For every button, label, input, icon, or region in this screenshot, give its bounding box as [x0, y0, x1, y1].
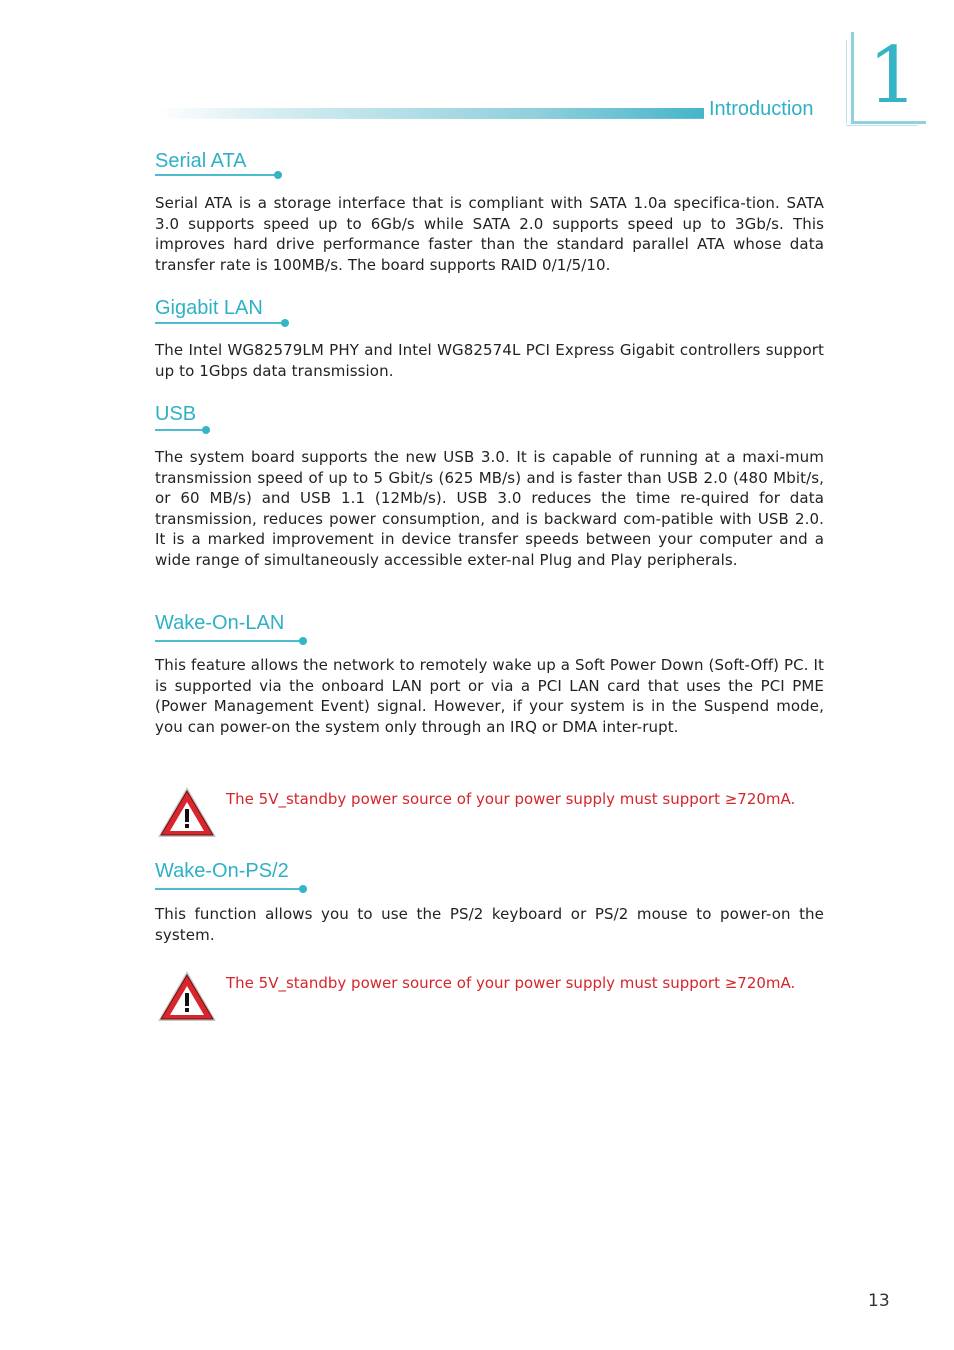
section-title-wake-on-lan: Wake-On-LAN — [155, 612, 285, 634]
section-title-usb: USB — [155, 403, 197, 425]
section-title-gigabit-lan: Gigabit LAN — [155, 297, 263, 319]
section-underline — [155, 429, 205, 431]
chapter-frame-line — [851, 121, 926, 124]
section-title-serial-ata: Serial ATA — [155, 150, 247, 172]
warning-note — [156, 969, 824, 1025]
section-underline — [155, 322, 284, 324]
chapter-frame-line — [846, 40, 847, 124]
section-body-wake-on-ps2: This function allows you to use the PS/2 keyboard or PS/2 mouse to power-on the system. — [155, 905, 824, 944]
page-number: 13 — [868, 1291, 890, 1311]
section-underline — [155, 640, 302, 642]
section-title-wake-on-ps2: Wake-On-PS/2 — [155, 860, 289, 882]
chapter-number: 1 — [868, 31, 918, 121]
section-body-gigabit-lan: The Intel WG82579LM PHY and Intel WG82574L PCI Express Gigabit controllers support up to 1Gbps data transmission. — [155, 341, 824, 380]
header-title: Introduction — [709, 98, 814, 120]
section-underline — [155, 888, 302, 890]
warning-triangle-icon — [156, 785, 218, 839]
header-gradient-bar — [156, 108, 704, 118]
chapter-frame-line — [846, 125, 918, 126]
chapter-frame-line — [851, 32, 854, 124]
chapter-marker — [846, 30, 926, 126]
warning-note-text: The 5V_standby power source of your power supply must support ≥720mA. — [226, 790, 796, 808]
warning-triangle-icon — [156, 969, 218, 1023]
section-underline — [155, 174, 277, 176]
section-body-serial-ata: Serial ATA is a storage interface that is compliant with SATA 1.0a specifica-tion. SATA 3.0 supports speed up to 6Gb/s while SATA 2.0 supports speed up to 3Gb/s. This improves hard drive performance faster than the standard parallel ATA whose data transfer rate is 100MB/s. The board supports RAID 0/1/5/10. — [155, 194, 824, 274]
warning-note-text: The 5V_standby power source of your power supply must support ≥720mA. — [226, 974, 796, 992]
section-body-usb: The system board supports the new USB 3.0. It is capable of running at a maxi-mum transmission speed of up to 5 Gbit/s (625 MB/s) and is faster than USB 2.0 (480 Mbit/s, or 60 MB/s) and USB 1.1 (12Mb/s). USB 3.0 reduces the time re-quired for data transmission, reduces power consumption, and is backward com-patible with USB 2.0. It is a marked improvement in device transfer speeds between your computer and a wide range of simultaneously accessible exter-nal Plug and Play peripherals. — [155, 448, 824, 569]
warning-note — [156, 785, 824, 841]
section-body-wake-on-lan: This feature allows the network to remotely wake up a Soft Power Down (Soft-Off) PC. It is supported via the onboard LAN port or via a PCI LAN card that uses the PCI PME (Power Management Event) signal. However, if your system is in the Suspend mode, you can power-on the system only through an IRQ or DMA inter-rupt. — [155, 656, 824, 736]
